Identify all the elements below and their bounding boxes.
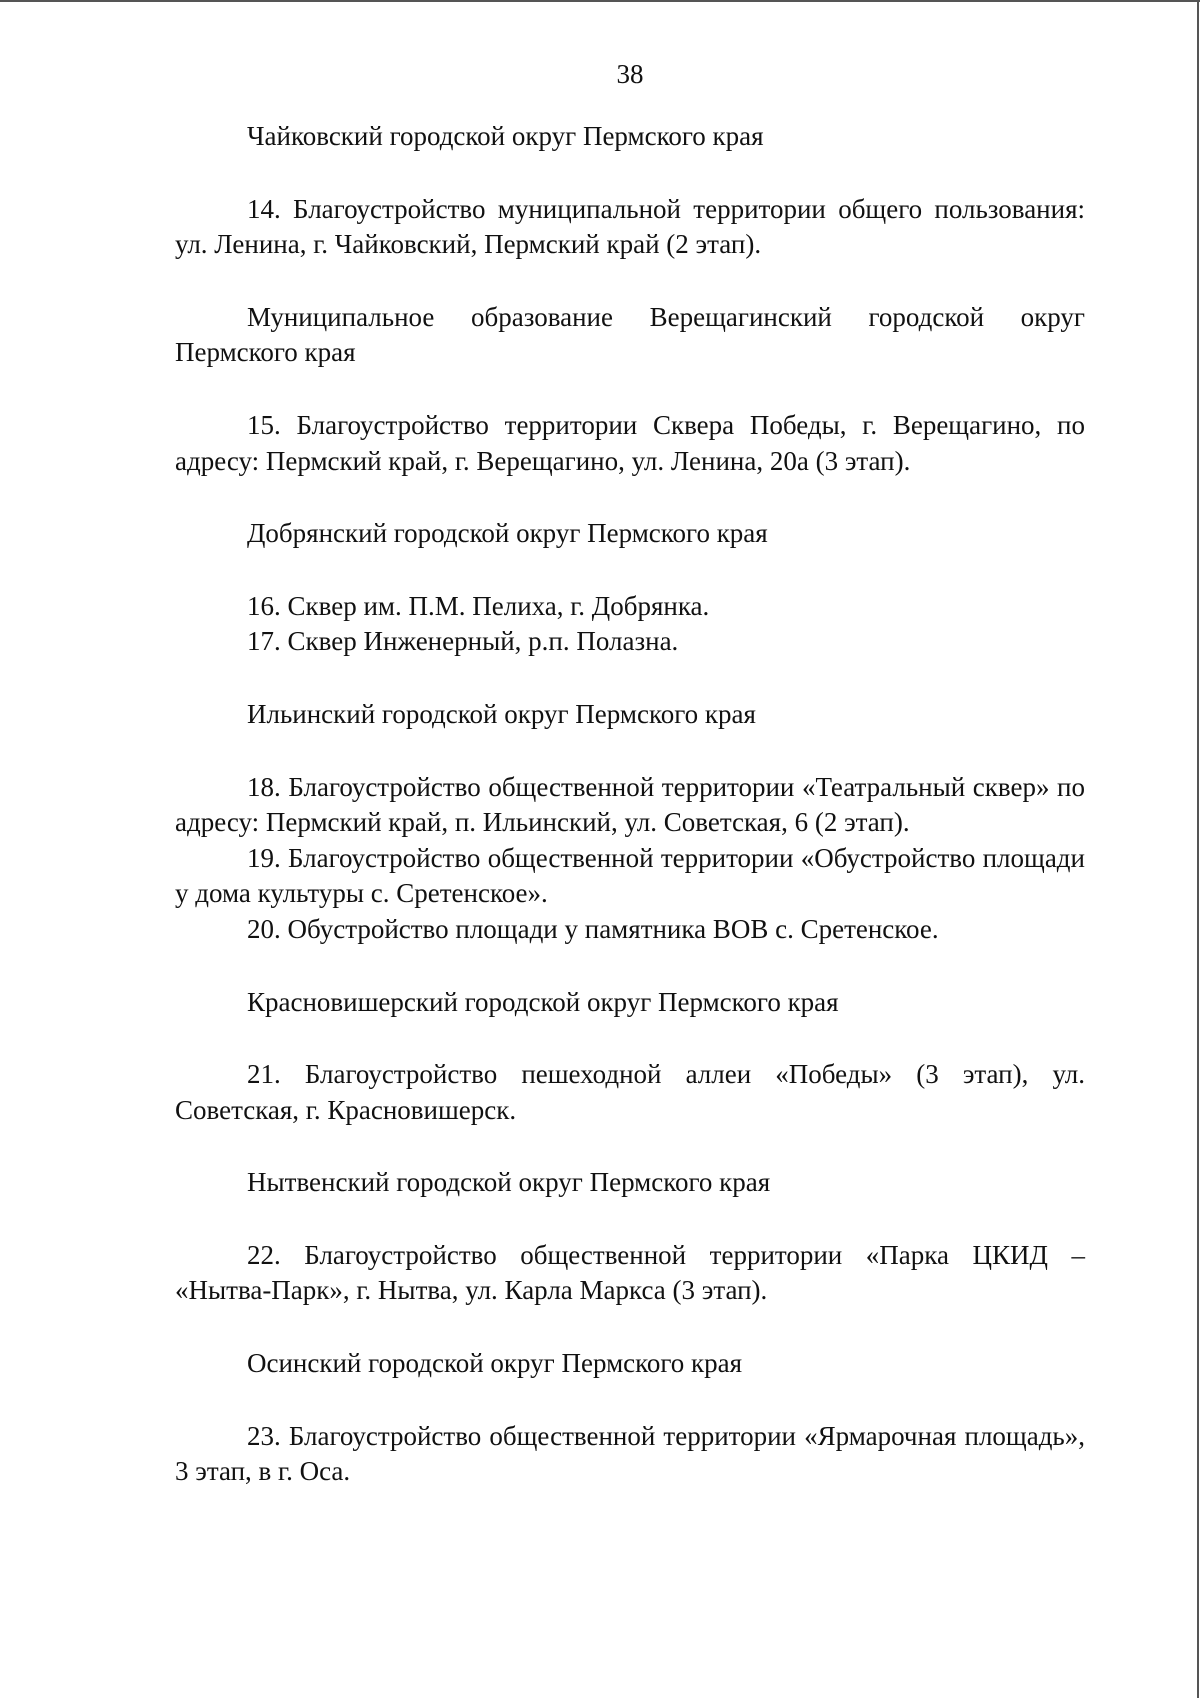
section-heading: Ильинский городской округ Пермского края (247, 698, 756, 729)
page-number: 38 (616, 59, 644, 89)
list-item: 22. Благоустройство общественной территории «Парка ЦКИД – «Нытва-Парк», г. Нытва, ул. Карла Маркса (3 этап). (175, 1239, 1085, 1306)
section-heading: Чайковский городской округ Пермского края (247, 121, 764, 151)
section-heading: Осинский городской округ Пермского края (247, 1348, 743, 1379)
list-item: 19. Благоустройство общественной территории «Обустройство площади у дома культуры с. Сретенское». (175, 842, 1085, 909)
list-item: 18. Благоустройство общественной территории «Театральный сквер» по адресу: Пермский край, п. Ильинский, ул. Советская, 6 (2 этап). (175, 771, 1085, 838)
section-heading: Добрянский городской округ Пермского края (247, 518, 768, 549)
list-item: 20. Обустройство площади у памятника ВОВ с. Сретенское. (247, 913, 939, 944)
section-heading: Красновишерский городской округ Пермского края (247, 986, 839, 1017)
list-item: 16. Сквер им. П.М. Пелиха, г. Добрянка. (247, 590, 710, 621)
section-heading: Нытвенский городской округ Пермского края (247, 1167, 771, 1198)
list-item: 15. Благоустройство территории Сквера Победы, г. Верещагино, по адресу: Пермский край, г. Верещагино, ул. Ленина, 20а (3 этап). (175, 409, 1085, 476)
list-item: 21. Благоустройство пешеходной аллеи «Победы» (3 этап), ул. Советская, г. Красновишерск. (175, 1059, 1085, 1125)
document-body (175, 119, 1085, 1490)
page-right-edge (1197, 0, 1199, 1698)
list-item: 23. Благоустройство общественной территории «Ярмарочная площадь», 3 этап, в г. Оса. (175, 1420, 1085, 1487)
section-heading: Муниципальное образование Верещагинский городской округ Пермского края (175, 301, 1085, 368)
list-item: 14. Благоустройство муниципальной территории общего пользования: ул. Ленина, г. Чайковский, Пермский край (2 этап). (175, 193, 1085, 260)
page-top-edge (0, 0, 1200, 2)
list-item: 17. Сквер Инженерный, р.п. Полазна. (247, 626, 679, 657)
